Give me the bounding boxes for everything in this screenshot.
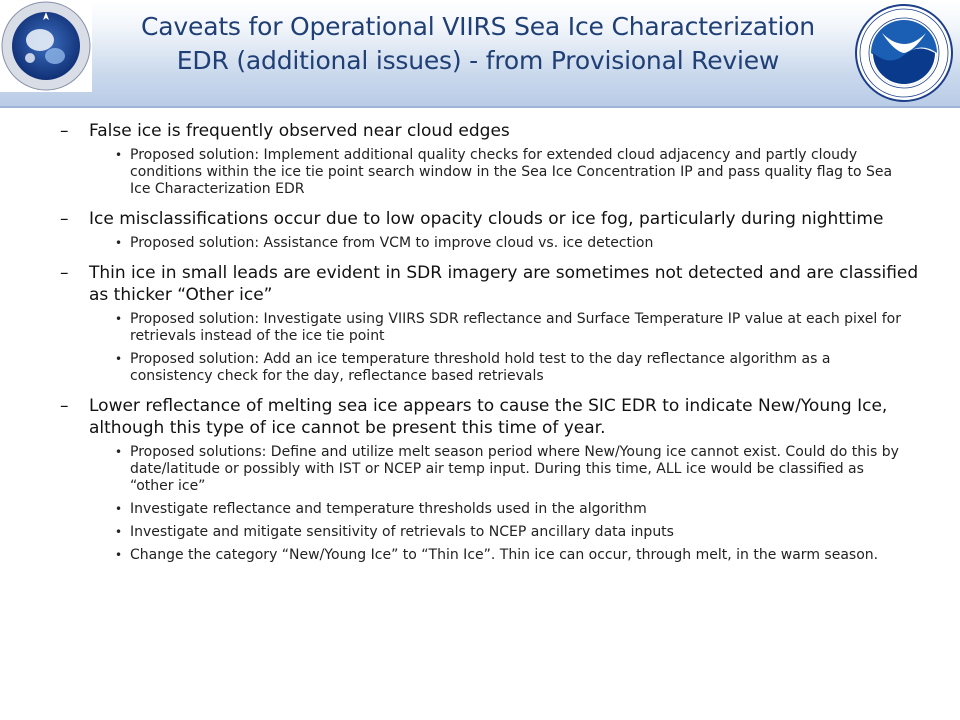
- sub-item: • Proposed solution: Implement additional quality checks for extended cloud adjacency and partly cloudy conditions within the ice tie point search window in the Sea Ice Concentration IP and pass quality flag to Sea Ice Characterization EDR: [115, 147, 893, 197]
- header-divider: [0, 106, 960, 108]
- issue-group-2: [60, 208, 920, 252]
- issue-group-3: [60, 262, 920, 385]
- sub-item: • Proposed solution: Assistance from VCM to improve cloud vs. ice detection: [115, 235, 654, 251]
- sub-item-text: Proposed solution: Implement additional quality checks for extended cloud adjacency and partly cloudy conditions within the ice tie point search window in the Sea Ice Concentration IP and pass quality flag to Sea Ice Characterization EDR: [130, 147, 893, 197]
- issue-text: False ice is frequently observed near cloud edges: [89, 121, 510, 141]
- sub-item: • Proposed solutions: Define and utilize melt season period where New/Young ice cannot exist. Could do this by date/latitude or possibly with IST or NCEP air temp input. During this time, ALL ice would be classified as “other ice”: [115, 444, 899, 494]
- title-line-1: Caveats for Operational VIIRS Sea Ice Characterization: [141, 12, 815, 41]
- noaa-nesdis-star-logo: [0, 0, 92, 92]
- sub-item: • Investigate reflectance and temperature thresholds used in the algorithm: [115, 501, 647, 517]
- issue-text: Ice misclassifications occur due to low opacity clouds or ice fog, particularly during nighttime: [89, 209, 884, 229]
- issue-item: – False ice is frequently observed near cloud edges: [60, 121, 510, 141]
- sub-item-text: Proposed solutions: Define and utilize melt season period where New/Young ice cannot exist. Could do this by date/latitude or possibly with IST or NCEP air temp input. During this time, ALL ice would be classified as “other ice”: [130, 444, 899, 494]
- issue-text: Thin ice in small leads are evident in SDR imagery are sometimes not detected and are classified as thicker “Other ice”: [89, 263, 919, 305]
- issue-group-1: [60, 120, 920, 198]
- slide-title: [98, 10, 858, 78]
- sub-item-text: Proposed solution: Add an ice temperature threshold hold test to the day reflectance algorithm as a consistency check for the day, reflectance based retrievals: [130, 351, 831, 384]
- title-line-2: EDR (additional issues) - from Provisional Review: [176, 46, 780, 75]
- sub-item: • Proposed solution: Add an ice temperature threshold hold test to the day reflectance algorithm as a consistency check for the day, reflectance based retrievals: [115, 351, 831, 384]
- issue-item: – Thin ice in small leads are evident in SDR imagery are sometimes not detected and are classified as thicker “Other ice”: [60, 263, 919, 305]
- sub-item-text: Proposed solution: Investigate using VIIRS SDR reflectance and Surface Temperature IP value at each pixel for retrievals instead of the ice tie point: [130, 311, 901, 344]
- sub-item-text: Proposed solution: Assistance from VCM to improve cloud vs. ice detection: [130, 235, 654, 251]
- sub-item: • Proposed solution: Investigate using VIIRS SDR reflectance and Surface Temperature IP value at each pixel for retrievals instead of the ice tie point: [115, 311, 901, 344]
- issue-item: – Lower reflectance of melting sea ice appears to cause the SIC EDR to indicate New/Young Ice, although this type of ice cannot be present this time of year.: [60, 396, 888, 438]
- sub-item: • Investigate and mitigate sensitivity of retrievals to NCEP ancillary data inputs: [115, 524, 674, 540]
- issue-group-4: [60, 395, 920, 564]
- sub-item-text: Investigate and mitigate sensitivity of retrievals to NCEP ancillary data inputs: [130, 524, 674, 540]
- slide-body: [60, 120, 920, 574]
- issue-item: – Ice misclassifications occur due to low opacity clouds or ice fog, particularly during nighttime: [60, 209, 884, 229]
- noaa-logo: [854, 3, 954, 103]
- sub-item: • Change the category “New/Young Ice” to “Thin Ice”. Thin ice can occur, through melt, in the warm season.: [115, 547, 879, 563]
- sub-item-text: Change the category “New/Young Ice” to “Thin Ice”. Thin ice can occur, through melt, in the warm season.: [130, 547, 879, 563]
- issue-text: Lower reflectance of melting sea ice appears to cause the SIC EDR to indicate New/Young Ice, although this type of ice cannot be present this time of year.: [89, 396, 888, 438]
- sub-item-text: Investigate reflectance and temperature thresholds used in the algorithm: [130, 501, 647, 517]
